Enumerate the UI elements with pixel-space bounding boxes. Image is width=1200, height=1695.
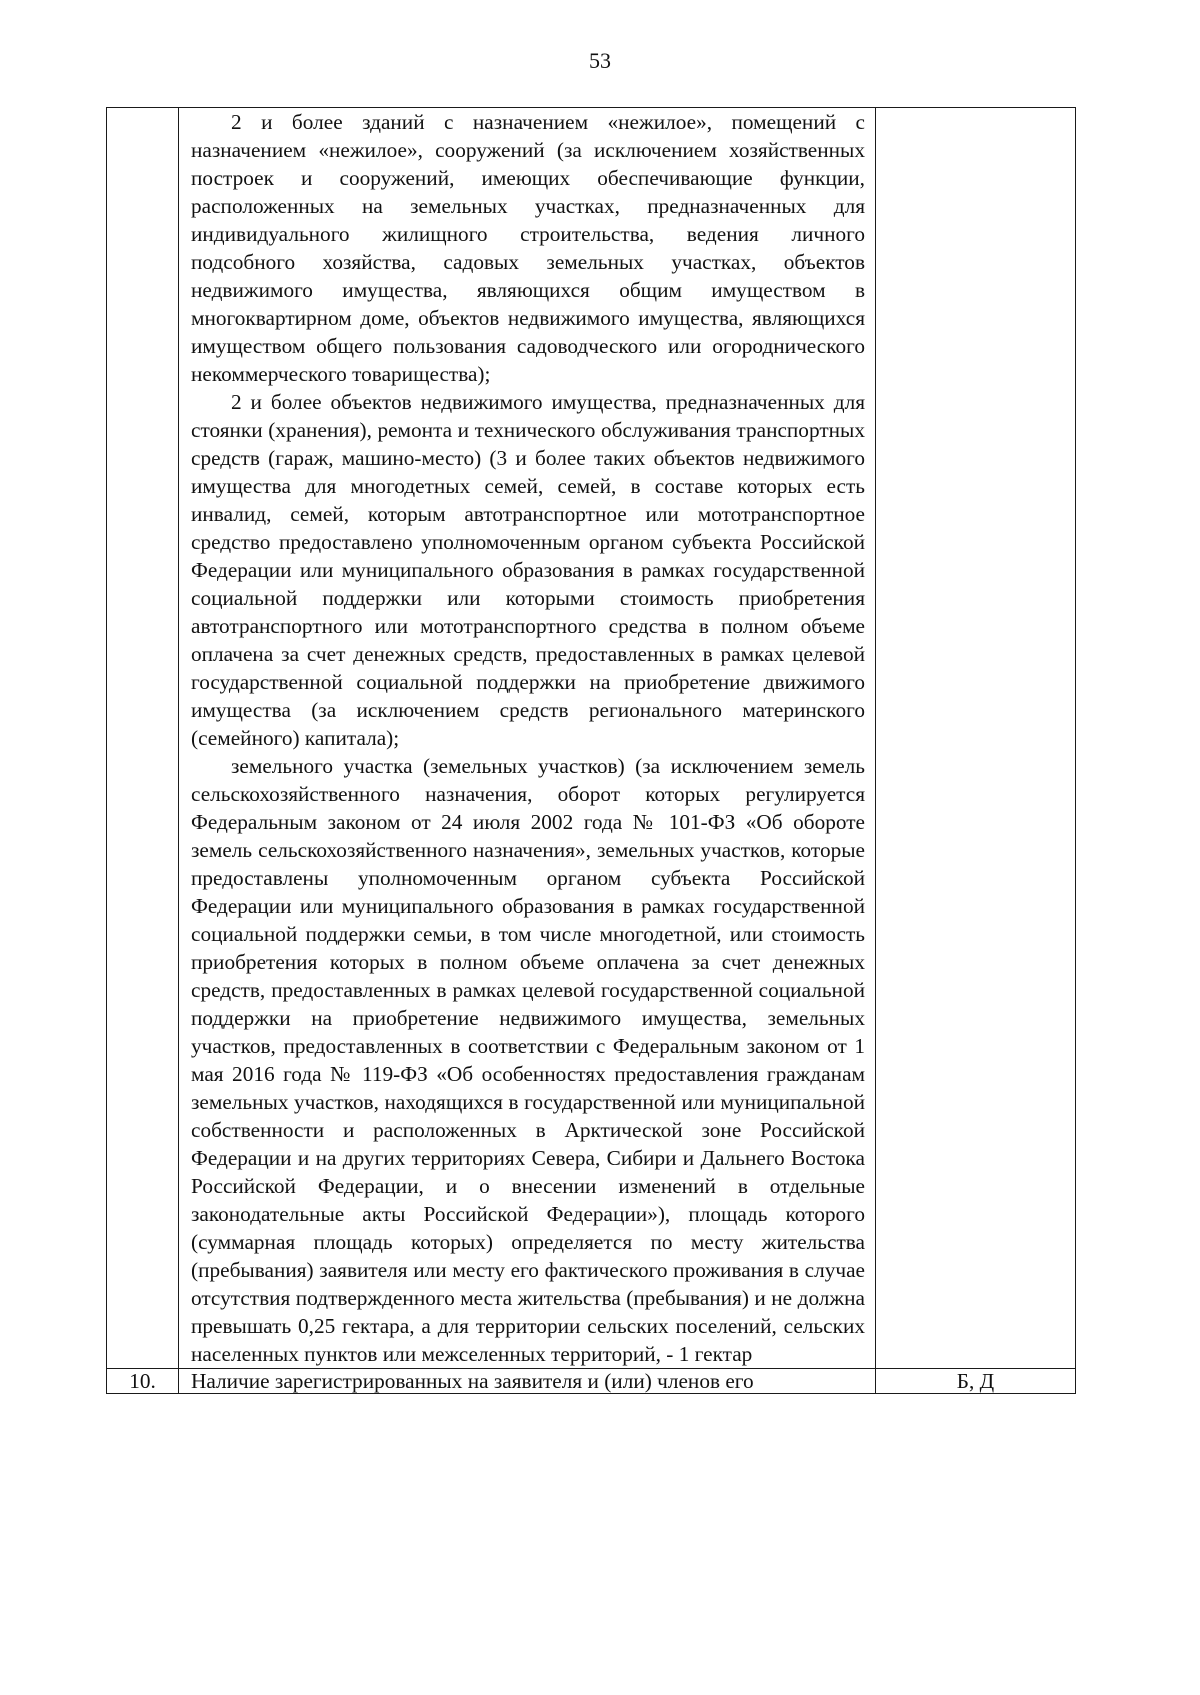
description-cell	[179, 1369, 876, 1394]
table-row	[107, 108, 1076, 1369]
description-cell	[179, 108, 876, 1369]
table-row	[107, 1369, 1076, 1394]
requirements-table	[106, 107, 1076, 1394]
row-code: Б, Д	[956, 1369, 995, 1393]
description-text: Наличие зарегистрированных на заявителя и (или) членов его	[191, 1369, 754, 1393]
description-text	[179, 108, 875, 1368]
page-number: 53	[589, 48, 611, 73]
paragraph-land-plots: земельного участка (земельных участков) (за исключением земель сельскохозяйственного назначения, оборот которых регулируется Федеральным законом от 24 июля 2002 года № 101-ФЗ «Об обороте земель сельскохозяйственного назначения», земельных участков, которые предоставлены уполномоченным органом субъекта Российской Федерации или муниципального образования в рамках государственной социальной поддержки семьи, в том числе многодетной, или стоимость приобретения которых в полном объеме оплачена за счет денежных средств, предоставленных в рамках целевой государственной социальной поддержки на приобретение недвижимого имущества, земельных участков, предоставленных в соответствии с Федеральным законом от 1 мая 2016 года № 119-ФЗ «Об особенностях предоставления гражданам земельных участков, находящихся в государственной или муниципальной собственности и расположенных в Арктической зоне Российской Федерации и на других территориях Севера, Сибири и Дальнего Востока Российской Федерации, и о внесении изменений в отдельные законодательные акты Российской Федерации»), площадь которого (суммарная площадь которых) определяется по месту жительства (пребывания) заявителя или месту его фактического проживания в случае отсутствия подтвержденного места жительства (пребывания) и не должна превышать 0,25 гектара, а для территории сельских поселений, сельских населенных пунктов или межселенных территорий, - 1 гектар	[191, 754, 865, 1366]
row-number-cell	[107, 1369, 179, 1394]
row-number-cell	[107, 108, 179, 1369]
row-number: 10.	[129, 1369, 156, 1393]
code-cell	[876, 108, 1076, 1369]
code-cell	[876, 1369, 1076, 1394]
paragraph-buildings: 2 и более зданий с назначением «нежилое», помещений с назначением «нежилое», сооружений (за исключением хозяйственных построек и сооружений, имеющих обеспечивающие функции, расположенных на земельных участках, предназначенных для индивидуального жилищного строительства, ведения личного подсобного хозяйства, садовых земельных участках, объектов недвижимого имущества, являющихся общим имуществом в многоквартирном доме, объектов недвижимого имущества, являющихся имуществом общего пользования садоводческого или огороднического некоммерческого товарищества);	[191, 110, 865, 386]
paragraph-garages: 2 и более объектов недвижимого имущества, предназначенных для стоянки (хранения), ремонта и технического обслуживания транспортных средств (гараж, машино-место) (3 и более таких объектов недвижимого имущества для многодетных семей, семей, в составе которых есть инвалид, семей, которым автотранспортное или мототранспортное средство предоставлено уполномоченным органом субъекта Российской Федерации или муниципального образования в рамках государственной социальной поддержки или которыми стоимость приобретения автотранспортного или мототранспортного средства в полном объеме оплачена за счет денежных средств, предоставленных в рамках целевой государственной социальной поддержки на приобретение движимого имущества (за исключением средств регионального материнского (семейного) капитала);	[191, 390, 865, 750]
